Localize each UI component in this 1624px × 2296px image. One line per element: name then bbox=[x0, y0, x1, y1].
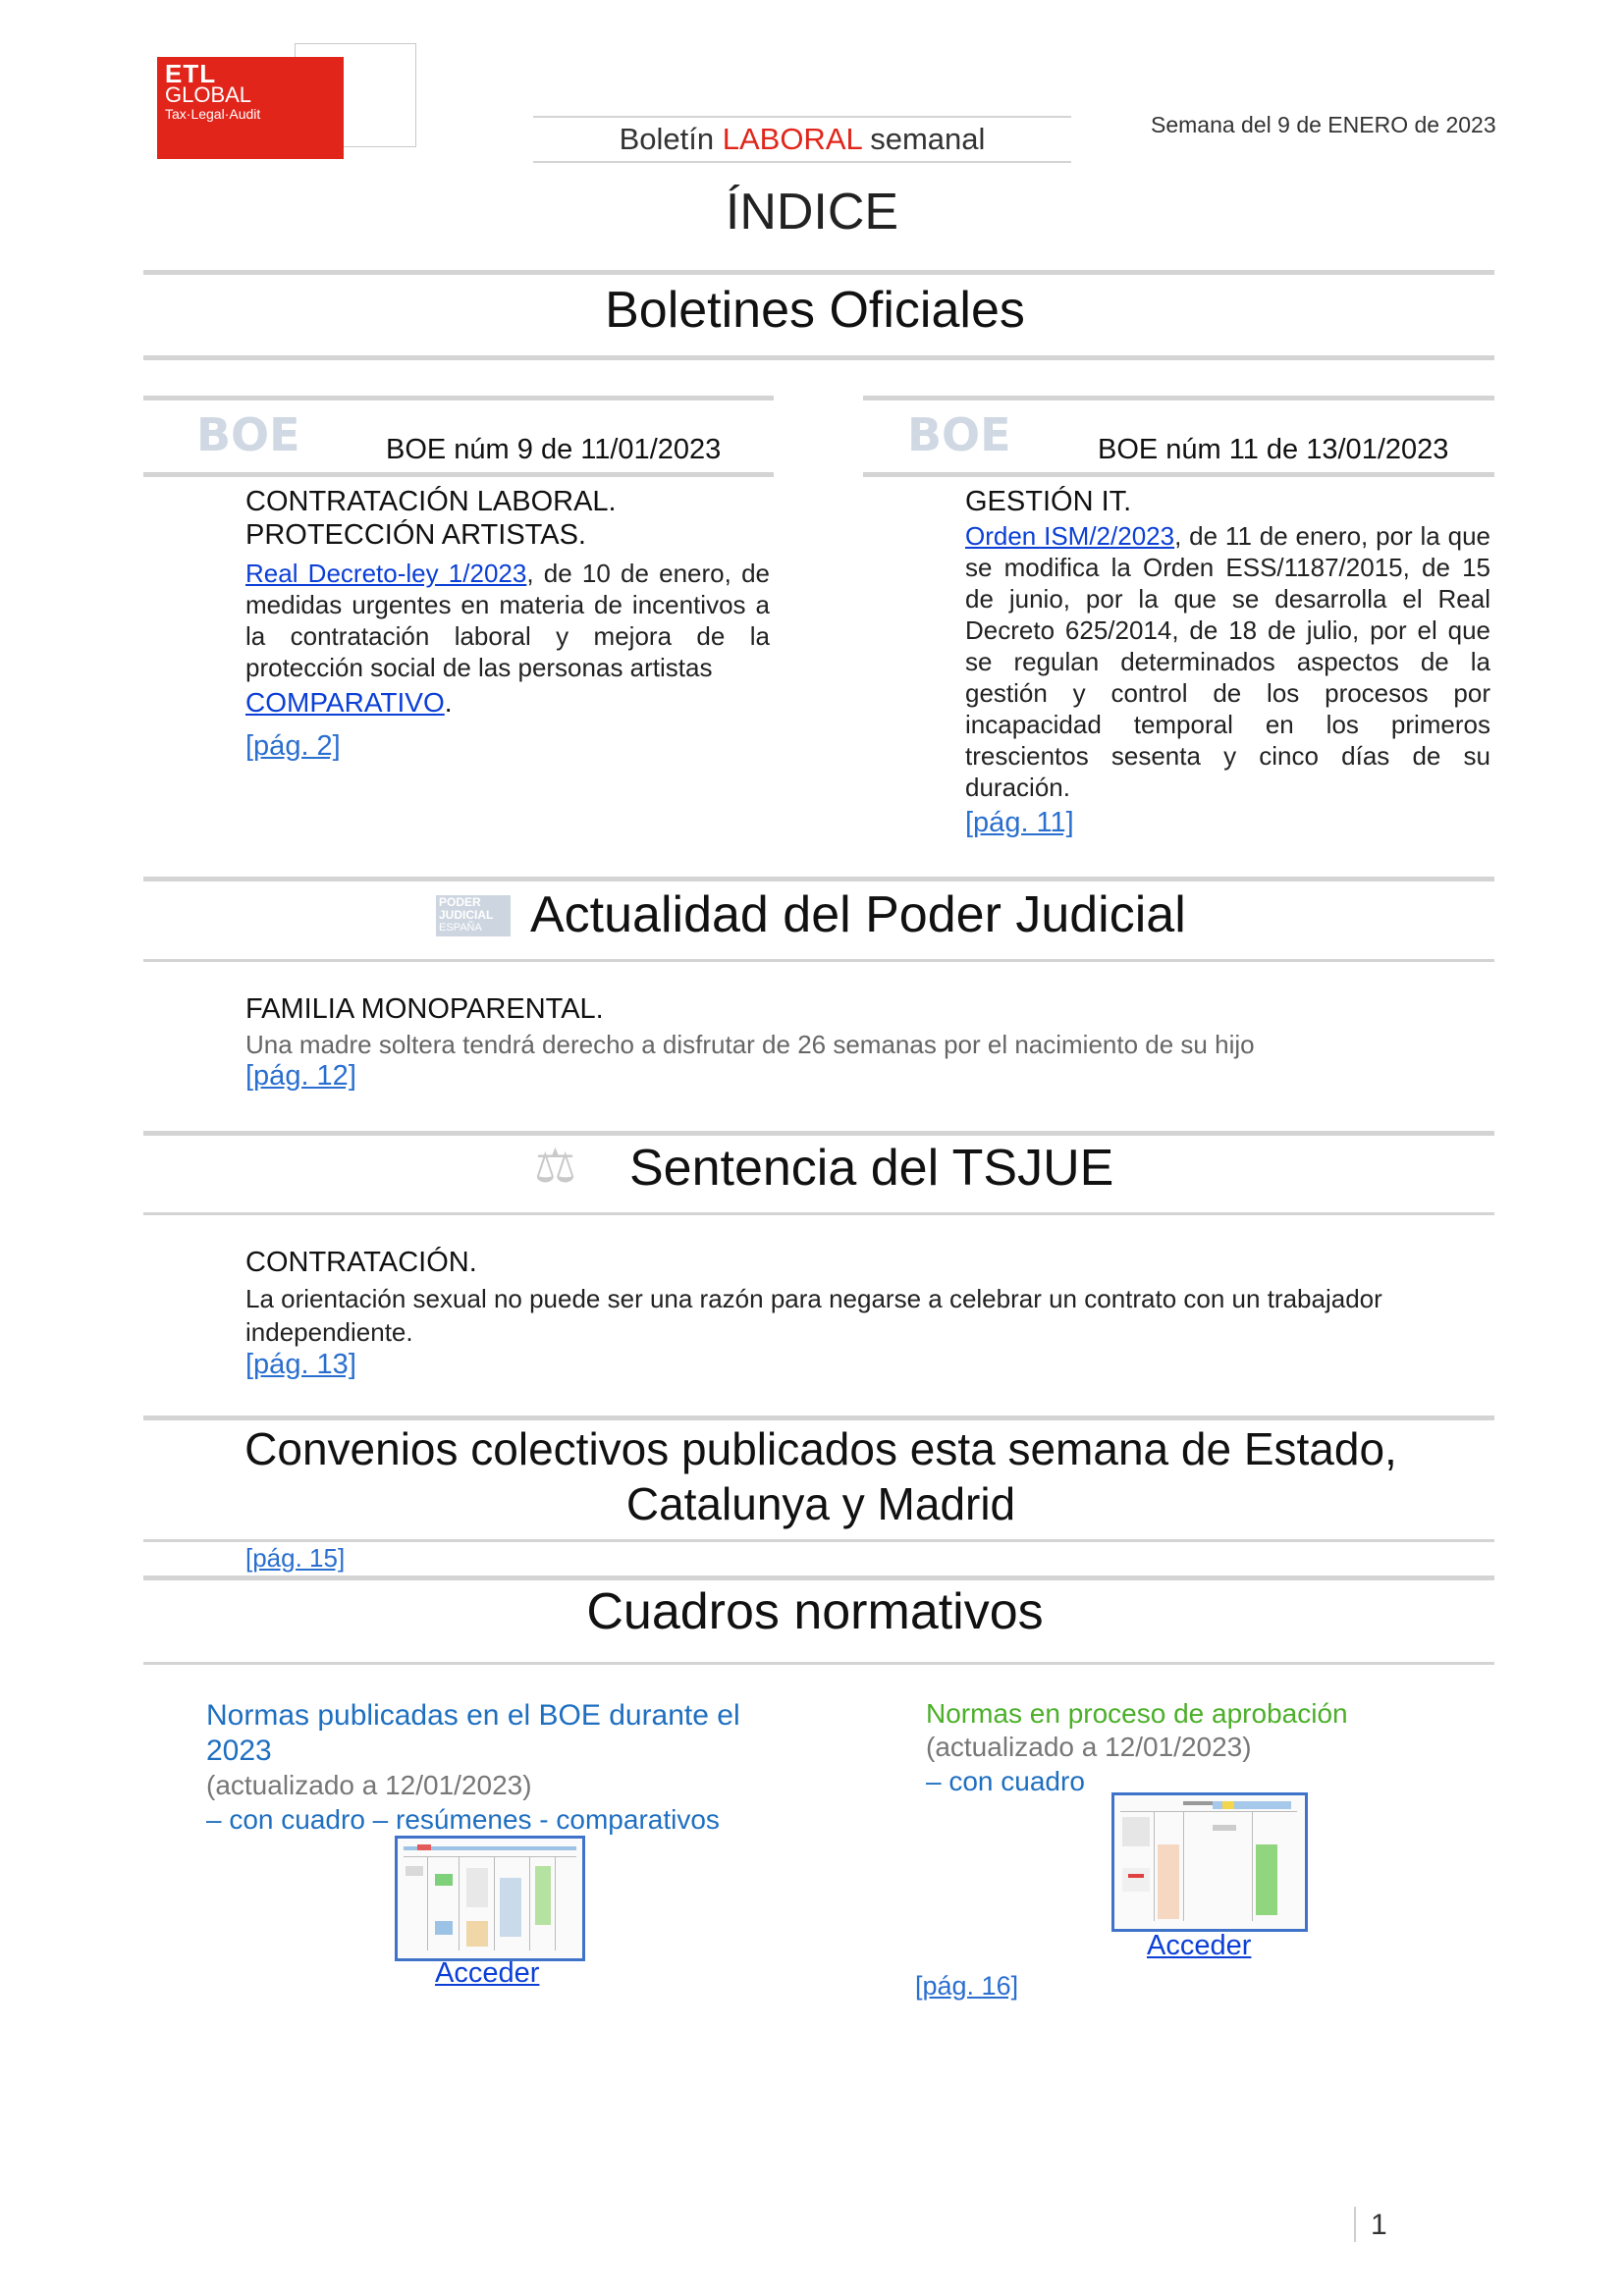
footer-divider bbox=[1354, 2207, 1356, 2242]
bulletin-title-pre: Boletín bbox=[619, 122, 723, 156]
logo-text-etl: ETL bbox=[165, 59, 217, 88]
cuadro-left-links[interactable]: – con cuadro – resúmenes - comparativos bbox=[206, 1804, 720, 1835]
section-rule bbox=[143, 1131, 1494, 1136]
boe-logo-text: BOE bbox=[196, 408, 300, 461]
section-title-boletines: Boletines Oficiales bbox=[605, 282, 1025, 339]
page-link-15[interactable]: [pág. 15] bbox=[245, 1543, 346, 1573]
bulletin-title-post: semanal bbox=[861, 122, 986, 156]
cuadro-left-access-link[interactable]: Acceder bbox=[435, 1957, 540, 1989]
topic-right: GESTIÓN IT. bbox=[965, 486, 1132, 517]
section-rule bbox=[143, 877, 1494, 881]
column-rule bbox=[863, 396, 1494, 400]
section-rule bbox=[143, 355, 1494, 360]
judicial-summary: Una madre soltera tendrá derecho a disfrutar de 26 semanas por el nacimiento de su hijo bbox=[245, 1030, 1255, 1059]
comparativo-line bbox=[245, 687, 453, 719]
column-rule bbox=[863, 472, 1494, 477]
cuadro-right-title: Normas en proceso de aprobación bbox=[926, 1698, 1348, 1729]
section-rule bbox=[143, 959, 1494, 962]
boe-logo-left bbox=[196, 408, 312, 461]
section-rule bbox=[143, 270, 1494, 275]
boe-logo-right bbox=[907, 408, 1023, 461]
boe-logo-text: BOE bbox=[907, 408, 1011, 461]
cuadro-right-thumbnail[interactable] bbox=[1111, 1792, 1308, 1932]
topic-familia: FAMILIA MONOPARENTAL. bbox=[245, 993, 604, 1025]
bulletin-title-accent: LABORAL bbox=[722, 122, 862, 156]
poder-judicial-logo bbox=[436, 895, 511, 936]
logo-text-global: GLOBAL bbox=[165, 82, 252, 107]
cuadro-left-title bbox=[206, 1698, 740, 1769]
comparativo-period: . bbox=[444, 687, 453, 718]
boe-left-summary bbox=[245, 558, 770, 683]
topic-left-line1: CONTRATACIÓN LABORAL. bbox=[245, 486, 617, 517]
comparativo-link[interactable]: COMPARATIVO bbox=[245, 687, 445, 718]
week-label: Semana del 9 de ENERO de 2023 bbox=[1151, 112, 1496, 137]
section-rule bbox=[143, 1539, 1494, 1542]
convenios-title-line2: Catalunya y Madrid bbox=[625, 1478, 1016, 1529]
cuadro-left-title-line1: Normas publicadas en el BOE durante el bbox=[206, 1699, 740, 1732]
cuadro-right-access-link[interactable]: Acceder bbox=[1147, 1930, 1252, 1961]
section-rule bbox=[143, 1415, 1494, 1420]
page-link-11[interactable]: [pág. 11] bbox=[965, 807, 1074, 838]
cuadro-left-title-line2: 2023 bbox=[206, 1735, 272, 1767]
section-rule bbox=[143, 1212, 1494, 1215]
boe-right-text: , de 11 de enero, por la que se modifica la Orden ESS/1187/2015, de 15 de junio, por la que se desarrolla el Real Decreto 625/2014, de 18 de julio, por el que se regulan determinados aspectos de la gestión y control de los procesos por incapacidad temporal en los primeros trescientos sesenta y cinco días de su duración. bbox=[965, 521, 1490, 802]
pj-logo-line3: ESPAÑA bbox=[439, 922, 482, 934]
cuadro-right-updated: (actualizado a 12/01/2023) bbox=[926, 1732, 1252, 1762]
topic-contratacion: CONTRATACIÓN. bbox=[245, 1247, 477, 1278]
scales-icon: ⚖ bbox=[534, 1141, 577, 1193]
cuadro-left-updated: (actualizado a 12/01/2023) bbox=[206, 1770, 532, 1800]
section-rule bbox=[143, 1662, 1494, 1665]
boe-heading-right: BOE núm 11 de 13/01/2023 bbox=[1098, 434, 1449, 465]
page-link-16[interactable]: [pág. 16] bbox=[915, 1971, 1019, 2001]
cuadro-right-links[interactable]: – con cuadro bbox=[926, 1766, 1085, 1796]
boe-heading-left: BOE núm 9 de 11/01/2023 bbox=[386, 434, 722, 465]
section-title-tsjue: Sentencia del TSJUE bbox=[629, 1140, 1114, 1197]
header-rule-bottom bbox=[533, 161, 1071, 163]
boe-right-summary bbox=[965, 520, 1490, 803]
cuadro-left-thumbnail[interactable] bbox=[395, 1836, 585, 1961]
page-link-12[interactable]: [pág. 12] bbox=[245, 1060, 356, 1092]
section-rule bbox=[143, 1575, 1494, 1580]
page-link-13[interactable]: [pág. 13] bbox=[245, 1349, 356, 1380]
tsjue-summary: La orientación sexual no puede ser una razón para negarse a celebrar un contrato con un trabajador independiente. bbox=[245, 1284, 1382, 1347]
section-title-cuadros: Cuadros normativos bbox=[586, 1583, 1044, 1640]
header-rule-top bbox=[533, 116, 1071, 118]
column-rule bbox=[143, 472, 774, 477]
page-number: 1 bbox=[1371, 2209, 1387, 2241]
section-title-convenios bbox=[0, 1421, 1624, 1531]
orden-ism-link[interactable]: Orden ISM/2/2023 bbox=[965, 521, 1175, 551]
pj-logo-line2: JUDICIAL bbox=[439, 908, 494, 922]
column-rule bbox=[143, 396, 774, 400]
bulletin-title bbox=[533, 122, 1071, 157]
real-decreto-link[interactable]: Real Decreto-ley 1/2023 bbox=[245, 559, 527, 588]
pj-logo-line1: PODER bbox=[439, 895, 481, 909]
topic-left-line2: PROTECCIÓN ARTISTAS. bbox=[245, 519, 586, 551]
section-title-judicial: Actualidad del Poder Judicial bbox=[530, 886, 1186, 943]
convenios-title-line1: Convenios colectivos publicados esta semana de Estado, bbox=[244, 1423, 1397, 1474]
boe-left-text: , de 10 de enero, de medidas urgentes en materia de incentivos a la contratación laboral y mejora de la protección social de las personas artistas bbox=[245, 559, 770, 682]
index-title: ÍNDICE bbox=[725, 184, 899, 240]
logo-text-tagline: Tax·Legal·Audit bbox=[165, 106, 261, 122]
page-link-2[interactable]: [pág. 2] bbox=[245, 730, 341, 762]
